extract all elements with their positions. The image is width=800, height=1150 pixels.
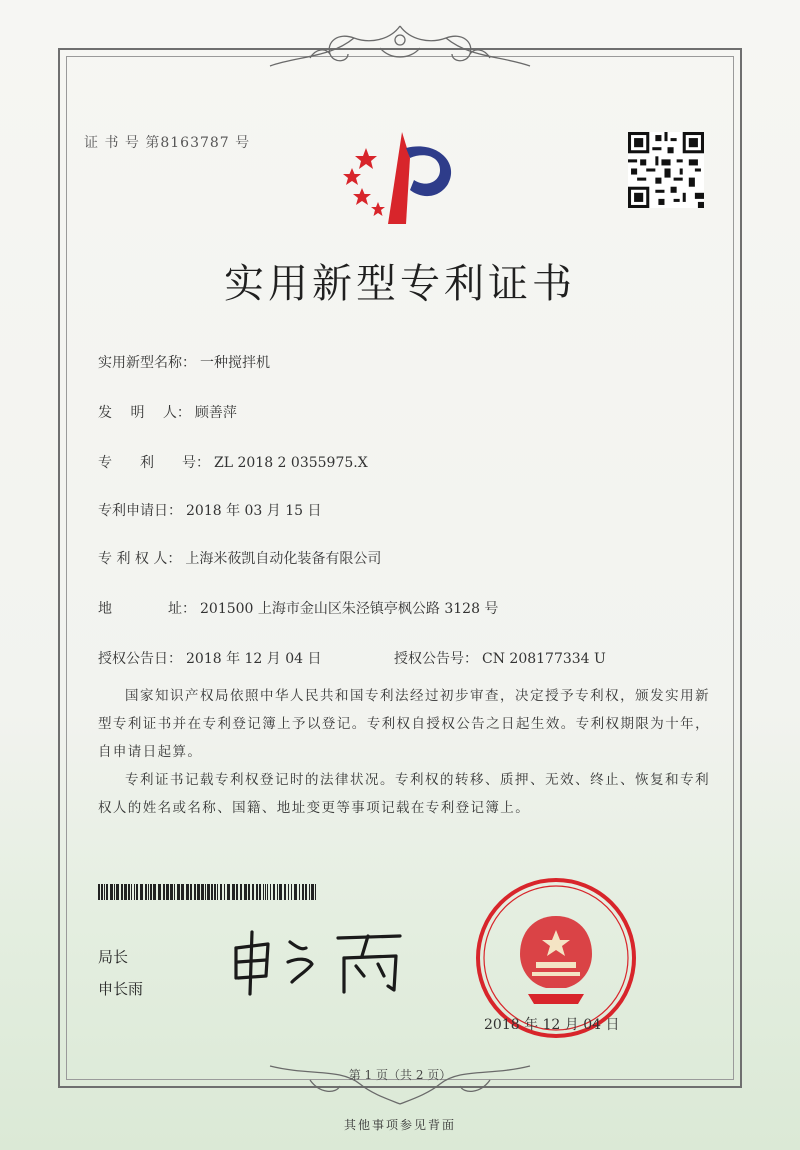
field-address xyxy=(98,598,498,618)
qr-code xyxy=(628,132,704,208)
patent-office-emblem-icon xyxy=(336,128,466,228)
field-label: 授权公告号： xyxy=(394,651,478,667)
back-note: 其他事项参见背面 xyxy=(343,1118,456,1132)
director-signature xyxy=(228,928,408,998)
field-grant-date xyxy=(98,648,322,668)
field-value: 上海米莜凯自动化装备有限公司 xyxy=(185,551,382,567)
field-patent-number xyxy=(98,452,368,472)
top-ornament xyxy=(250,18,550,78)
field-label: 地 址： xyxy=(98,601,196,617)
field-patentee xyxy=(98,548,381,568)
seal-date: 2018 年 12 月 04 日 xyxy=(484,1017,620,1033)
field-label: 专 利 权 人： xyxy=(98,551,182,567)
field-label: 实用新型名称： xyxy=(98,355,196,371)
field-value: 2018 年 03 月 15 日 xyxy=(186,503,322,519)
field-label: 授权公告日： xyxy=(98,651,182,667)
field-application-date xyxy=(98,500,322,520)
field-value: 一种搅拌机 xyxy=(200,355,270,371)
director-name: 申长雨 xyxy=(98,980,144,998)
barcode xyxy=(98,884,318,900)
field-utility-name xyxy=(98,352,270,372)
field-value: 2018 年 12 月 04 日 xyxy=(186,651,322,667)
director-title: 局长 xyxy=(98,948,129,966)
certificate-title: 实用新型专利证书 xyxy=(224,261,576,307)
field-value: 顾善萍 xyxy=(194,405,237,421)
certificate-number: 证 书 号 第8163787 号 xyxy=(84,135,251,151)
grant-statement-paragraph: 国家知识产权局依照中华人民共和国专利法经过初步审查，决定授予专利权，颁发实用新型专利证书并在专利登记簿上予以登记。专利权自授权公告之日起生效。专利权期限为十年，自申请日起算。 xyxy=(98,688,710,760)
page-number: 第 1 页（共 2 页） xyxy=(348,1068,452,1082)
legal-status-paragraph: 专利证书记载专利权登记时的法律状况。专利权的转移、质押、无效、终止、恢复和专利权人的姓名或名称、国籍、地址变更等事项记载在专利登记簿上。 xyxy=(98,772,710,816)
field-value: ZL 2018 2 0355975.X xyxy=(214,455,368,471)
field-label: 发 明 人： xyxy=(98,405,191,421)
field-value: CN 208177334 U xyxy=(482,651,606,667)
field-inventor xyxy=(98,402,237,422)
field-label: 专 利 号： xyxy=(98,455,210,471)
field-grant-number xyxy=(394,648,606,668)
field-value: 201500 上海市金山区朱泾镇亭枫公路 3128 号 xyxy=(200,601,499,617)
field-label: 专利申请日： xyxy=(98,503,182,519)
